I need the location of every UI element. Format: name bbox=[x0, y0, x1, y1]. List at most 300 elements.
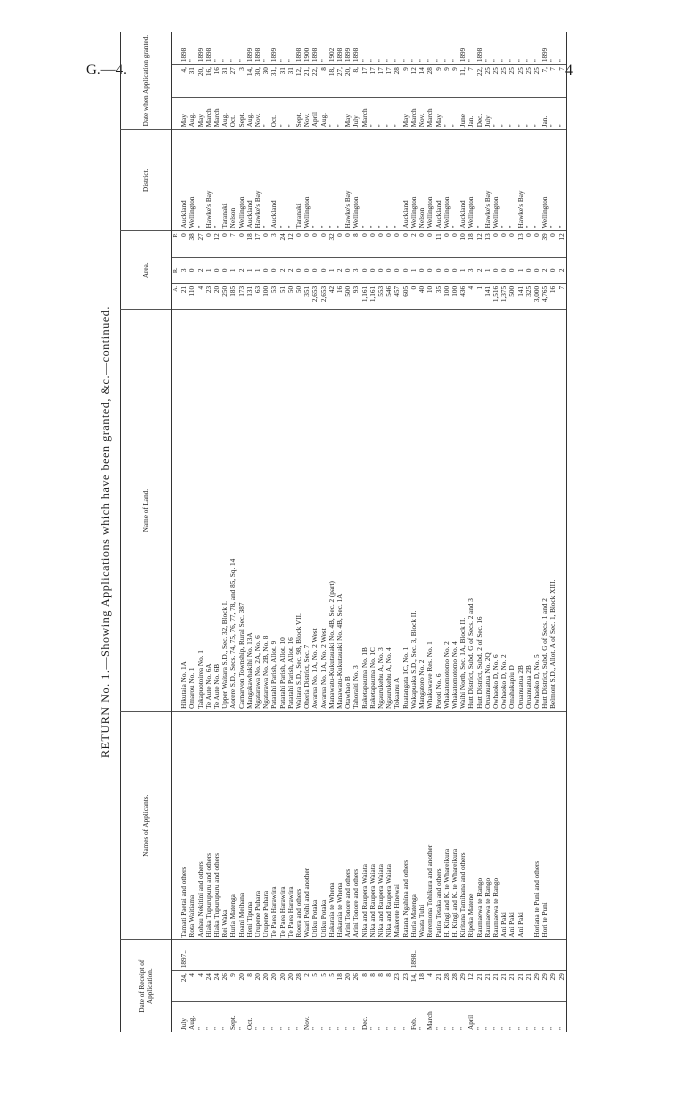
district: " bbox=[369, 130, 377, 231]
district: " bbox=[508, 130, 516, 231]
table-row bbox=[435, 32, 443, 1032]
area-perches: 0 bbox=[336, 231, 344, 257]
land-name: Ngaurukehu A, No. 4 bbox=[385, 310, 393, 712]
granted-day: 7 bbox=[549, 65, 557, 98]
receipt-day: 8 bbox=[369, 971, 377, 1002]
area-perches: 0 bbox=[508, 231, 516, 257]
receipt-month: Oct. bbox=[246, 1001, 254, 1032]
area-roods: 0 bbox=[213, 257, 221, 283]
area-roods: 2 bbox=[541, 257, 549, 283]
granted-day: 17 bbox=[377, 65, 385, 98]
granted-year: " bbox=[418, 59, 427, 63]
area-acres: 500 bbox=[508, 283, 516, 309]
receipt-year bbox=[541, 940, 549, 971]
granted-day: 18, bbox=[328, 65, 336, 98]
receipt-day: 26 bbox=[352, 971, 360, 1002]
receipt-month: " bbox=[459, 1001, 467, 1032]
table-row bbox=[410, 32, 418, 1032]
area-roods: 0 bbox=[320, 257, 328, 283]
granted-year: 1899 bbox=[270, 47, 279, 63]
table-row bbox=[484, 32, 492, 1032]
district: Wellington bbox=[303, 130, 311, 231]
granted-day: 20, bbox=[197, 65, 205, 98]
land-name: Raketapauma No. 1C bbox=[369, 310, 377, 712]
granted-month: May bbox=[197, 97, 205, 130]
receipt-month: " bbox=[311, 1001, 319, 1032]
receipt-day: 21 bbox=[500, 971, 508, 1002]
area-perches: 7 bbox=[229, 231, 237, 257]
receipt-day: 24, bbox=[180, 971, 188, 1002]
applicant-name: H. Kingi and K. te Whareikura bbox=[451, 711, 459, 940]
receipt-year bbox=[287, 940, 295, 971]
granted-month: July bbox=[352, 97, 360, 130]
district: Wellington bbox=[541, 130, 549, 231]
table-row bbox=[377, 32, 385, 1032]
table-row bbox=[549, 32, 557, 1032]
granted-day: 21, bbox=[303, 65, 311, 98]
receipt-year bbox=[385, 940, 393, 971]
district: Auckland bbox=[180, 130, 188, 231]
area-roods: 0 bbox=[369, 257, 377, 283]
area-perches: 0 bbox=[443, 231, 451, 257]
receipt-year bbox=[221, 940, 229, 971]
granted-year: " bbox=[532, 59, 541, 63]
granted-day: 14, bbox=[246, 65, 254, 98]
area-perches: 11 bbox=[435, 231, 443, 257]
table-row bbox=[500, 32, 508, 1032]
district: Wellington bbox=[238, 130, 246, 231]
granted-day: 25 bbox=[525, 65, 533, 98]
area-acres: 100 bbox=[262, 283, 270, 309]
receipt-year bbox=[328, 940, 336, 971]
receipt-month: Dec. bbox=[361, 1001, 369, 1032]
land-name: Ruatangata 1C, No. 1 bbox=[402, 310, 410, 712]
granted-year: " bbox=[467, 59, 476, 63]
area-acres: 3,000 bbox=[533, 283, 541, 309]
applicant-name: Makerete Hinewai bbox=[393, 711, 401, 940]
area-roods: 0 bbox=[508, 257, 516, 283]
district: Auckland bbox=[270, 130, 278, 231]
applicant-name: Hiaka Tupurupuru and others bbox=[213, 711, 221, 940]
receipt-month: April bbox=[467, 1001, 475, 1032]
land-name: Ngatarawa No. 2A, No. 6 bbox=[254, 310, 262, 712]
district: Auckland bbox=[459, 130, 467, 231]
area-acres: 546 bbox=[385, 283, 393, 309]
granted-day: 16, bbox=[205, 65, 213, 98]
applicant-name: Huria Matenga bbox=[229, 711, 237, 940]
col-granted-header: Date when Application granted. bbox=[121, 32, 172, 130]
land-name: Te Aute No. 6B bbox=[213, 310, 221, 712]
area-perches: 0 bbox=[262, 231, 270, 257]
receipt-day: 28 bbox=[451, 971, 459, 1002]
district: Nelson bbox=[229, 130, 237, 231]
receipt-month: " bbox=[352, 1001, 360, 1032]
table-row bbox=[188, 32, 196, 1032]
receipt-month: " bbox=[377, 1001, 385, 1032]
granted-year: 1898 bbox=[254, 47, 263, 63]
granted-day: 28 bbox=[393, 65, 401, 98]
table-row bbox=[508, 32, 516, 1032]
table-row bbox=[295, 32, 303, 1032]
granted-month: " bbox=[328, 97, 336, 130]
receipt-month: " bbox=[443, 1001, 451, 1032]
receipt-day: 12 bbox=[467, 971, 475, 1002]
area-roods: 2 bbox=[238, 257, 246, 283]
area-roods: 0 bbox=[418, 257, 426, 283]
granted-year: " bbox=[229, 59, 238, 63]
area-acres: 185 bbox=[229, 283, 237, 309]
area-perches: 0 bbox=[180, 231, 188, 257]
granted-day: 17 bbox=[369, 65, 377, 98]
land-name: Whakatomotomo No. 4 bbox=[451, 310, 459, 712]
area-acres: 173 bbox=[238, 283, 246, 309]
receipt-year bbox=[443, 940, 451, 971]
applicant-name: Ratana Ngahina and others bbox=[402, 711, 410, 940]
granted-day: 9 bbox=[443, 65, 451, 98]
area-perches: 0 bbox=[221, 231, 229, 257]
receipt-day: 28 bbox=[295, 971, 303, 1002]
table-row bbox=[418, 32, 426, 1032]
receipt-month: Sept. bbox=[229, 1001, 237, 1032]
granted-year: 1900 bbox=[303, 47, 312, 63]
applicant-name: Waata Tuhi bbox=[418, 711, 426, 940]
receipt-month: " bbox=[344, 1001, 352, 1032]
land-name: Oruanuatua 2B bbox=[517, 310, 525, 712]
granted-month: April bbox=[311, 97, 319, 130]
receipt-year bbox=[508, 940, 516, 971]
area-perches: 0 bbox=[500, 231, 508, 257]
receipt-month: " bbox=[393, 1001, 401, 1032]
granted-month: " bbox=[443, 97, 451, 130]
table-row bbox=[558, 32, 567, 1032]
district: " bbox=[328, 130, 336, 231]
granted-day: 31 bbox=[279, 65, 287, 98]
table-row bbox=[213, 32, 221, 1032]
area-acres: 63 bbox=[254, 283, 262, 309]
area-roods: 3 bbox=[180, 257, 188, 283]
granted-month: Dec. bbox=[476, 97, 484, 130]
district: Auckland bbox=[435, 130, 443, 231]
district: " bbox=[262, 130, 270, 231]
receipt-day: 28 bbox=[443, 971, 451, 1002]
receipt-month: " bbox=[320, 1001, 328, 1032]
unit-roods: R. bbox=[172, 257, 181, 283]
applicant-name: Utiku Potaka bbox=[320, 711, 328, 940]
district: Wellington bbox=[443, 130, 451, 231]
applicant-name: Ani Paki bbox=[517, 711, 525, 940]
granted-day: 9 bbox=[402, 65, 410, 98]
applicant-name: Nika and Raupera Waiata bbox=[361, 711, 369, 940]
granted-day: 3 bbox=[238, 65, 246, 98]
area-perches: 38 bbox=[188, 231, 196, 257]
applicant-name: Horiana te Puni and others bbox=[533, 711, 541, 940]
granted-month: " bbox=[279, 97, 287, 130]
table-row bbox=[517, 32, 525, 1032]
land-name: Waitara S.D., Sec. 98, Block VII. bbox=[295, 310, 303, 712]
applicant-name: Hakaraia te Whena bbox=[328, 711, 336, 940]
table-row bbox=[221, 32, 229, 1032]
receipt-day: 8 bbox=[246, 971, 254, 1002]
district: " bbox=[393, 130, 401, 231]
area-acres: 4,765 bbox=[541, 283, 549, 309]
land-name: Oruanuatua No. 2Q bbox=[484, 310, 492, 712]
granted-year: " bbox=[516, 59, 525, 63]
receipt-month: " bbox=[238, 1001, 246, 1032]
receipt-day: 9 bbox=[229, 971, 237, 1002]
granted-year: " bbox=[483, 59, 492, 63]
granted-year: 1902 bbox=[327, 47, 336, 63]
district: " bbox=[213, 130, 221, 231]
area-roods: 0 bbox=[492, 257, 500, 283]
land-name: Oruanuatua 2B bbox=[525, 310, 533, 712]
area-acres: 100 bbox=[443, 283, 451, 309]
land-name: Owhaoko D, No. 6 bbox=[492, 310, 500, 712]
receipt-day: 18 bbox=[336, 971, 344, 1002]
applicant-name: Arini Tonore and others bbox=[352, 711, 360, 940]
granted-day: 12 bbox=[410, 65, 418, 98]
table-row bbox=[336, 32, 344, 1032]
district: Wellington bbox=[410, 130, 418, 231]
applicant-name: Patira Tetaka and others bbox=[435, 711, 443, 940]
granted-year: " bbox=[393, 59, 402, 63]
receipt-month: " bbox=[197, 1001, 205, 1032]
district: " bbox=[500, 130, 508, 231]
receipt-year bbox=[533, 940, 541, 971]
receipt-month: " bbox=[549, 1001, 557, 1032]
table-row bbox=[246, 32, 254, 1032]
granted-year: " bbox=[377, 59, 386, 63]
table-row bbox=[287, 32, 295, 1032]
granted-year: 1898 bbox=[336, 47, 345, 63]
table-row bbox=[279, 32, 287, 1032]
receipt-day: 20 bbox=[262, 971, 270, 1002]
area-roods: 0 bbox=[262, 257, 270, 283]
applicant-name: Huria Matenga bbox=[410, 711, 418, 940]
land-name: Poroti No. 6 bbox=[435, 310, 443, 712]
area-perches: 0 bbox=[402, 231, 410, 257]
area-roods: 0 bbox=[188, 257, 196, 283]
receipt-day: 20 bbox=[344, 971, 352, 1002]
area-perches: 0 bbox=[377, 231, 385, 257]
applications-table bbox=[120, 32, 567, 1032]
applicant-name: Te Paea Harawira bbox=[279, 711, 287, 940]
area-roods: 0 bbox=[426, 257, 434, 283]
district: " bbox=[377, 130, 385, 231]
table-row bbox=[426, 32, 434, 1032]
land-name: Waihi North, Sec. 1A, Block II. bbox=[459, 310, 467, 712]
district: Wellington bbox=[492, 130, 500, 231]
area-roods: 0 bbox=[402, 257, 410, 283]
granted-day: 20, bbox=[344, 65, 352, 98]
granted-month: March bbox=[410, 97, 418, 130]
area-perches: 13 bbox=[484, 231, 492, 257]
area-acres: 500 bbox=[344, 283, 352, 309]
granted-month: Aug. bbox=[188, 97, 196, 130]
area-roods: 1 bbox=[246, 257, 254, 283]
receipt-year bbox=[426, 940, 434, 971]
area-perches: 12 bbox=[287, 231, 295, 257]
receipt-year bbox=[336, 940, 344, 971]
receipt-day: 4 bbox=[426, 971, 434, 1002]
district: Hawke's Bay bbox=[344, 130, 352, 231]
granted-year: " bbox=[549, 59, 558, 63]
granted-month: " bbox=[393, 97, 401, 130]
table-row bbox=[229, 32, 237, 1032]
district: Hawke's Bay bbox=[517, 130, 525, 231]
granted-month: " bbox=[377, 97, 385, 130]
land-name: Hutt District, Subd. G of Secs. 2 and 3 bbox=[467, 310, 475, 712]
area-acres: 16 bbox=[336, 283, 344, 309]
table-row bbox=[262, 32, 270, 1032]
table-body bbox=[172, 32, 567, 1032]
table-row bbox=[352, 32, 360, 1032]
district: " bbox=[336, 130, 344, 231]
area-acres: 50 bbox=[295, 283, 303, 309]
granted-year: 1899 bbox=[459, 47, 468, 63]
area-roods: 3 bbox=[352, 257, 360, 283]
granted-year: 1899 bbox=[196, 47, 205, 63]
receipt-year bbox=[246, 940, 254, 971]
receipt-year bbox=[418, 940, 426, 971]
units-row bbox=[172, 32, 181, 1032]
area-acres: 1,375 bbox=[500, 283, 508, 309]
land-name: Aorere S.D., Secs. 74, 75, 76, 77, 78, and 85, Sq. 14 bbox=[229, 310, 237, 712]
receipt-month: Feb. bbox=[410, 1001, 418, 1032]
receipt-year bbox=[311, 940, 319, 971]
col-area-header: Area. bbox=[121, 231, 172, 310]
area-perches: 12 bbox=[558, 231, 567, 257]
granted-day: 22, bbox=[311, 65, 319, 98]
granted-day: 30, bbox=[254, 65, 262, 98]
land-name: Manawatu-Kukutauaki No. 4B, Sec. 1A bbox=[336, 310, 344, 712]
area-roods: 0 bbox=[295, 257, 303, 283]
area-roods: 0 bbox=[221, 257, 229, 283]
area-acres: 42 bbox=[328, 283, 336, 309]
area-perches: 2 bbox=[410, 231, 418, 257]
district: Nelson bbox=[418, 130, 426, 231]
granted-year: " bbox=[213, 59, 222, 63]
land-name: Tokaanu A bbox=[393, 310, 401, 712]
area-acres: 351 bbox=[303, 283, 311, 309]
district: " bbox=[476, 130, 484, 231]
area-perches: 0 bbox=[492, 231, 500, 257]
table-row bbox=[344, 32, 352, 1032]
area-perches: 32 bbox=[328, 231, 336, 257]
land-name: Awarua No. 1A, No. 2 West bbox=[320, 310, 328, 712]
district: Auckland bbox=[246, 130, 254, 231]
receipt-month: " bbox=[254, 1001, 262, 1032]
applicant-name: Urupene Puhara bbox=[254, 711, 262, 940]
area-acres: 1 bbox=[476, 283, 484, 309]
area-roods: 0 bbox=[311, 257, 319, 283]
granted-day: 30 bbox=[262, 65, 270, 98]
granted-day: 8 bbox=[320, 65, 328, 98]
granted-month: Oct. bbox=[270, 97, 278, 130]
land-name: Whakatomotomo No. 2 bbox=[443, 310, 451, 712]
area-acres: 1,161 bbox=[369, 283, 377, 309]
granted-month: Aug. bbox=[320, 97, 328, 130]
granted-year: " bbox=[401, 59, 410, 63]
granted-year: 1898 bbox=[295, 47, 304, 63]
area-acres: 10 bbox=[426, 283, 434, 309]
area-perches: 0 bbox=[361, 231, 369, 257]
receipt-day: 21 bbox=[525, 971, 533, 1002]
granted-year: 1898 bbox=[352, 47, 361, 63]
granted-month: Jan. bbox=[467, 97, 475, 130]
receipt-year bbox=[377, 940, 385, 971]
applicant-name: Waari Poihi and another bbox=[303, 711, 311, 940]
applicant-name: Nika and Raupera Waiata bbox=[385, 711, 393, 940]
granted-month: Sept. bbox=[238, 97, 246, 130]
receipt-year bbox=[393, 940, 401, 971]
receipt-month: Aug. bbox=[188, 1001, 196, 1032]
land-name: Ngaurukehu A, No. 3 bbox=[377, 310, 385, 712]
area-acres: 1,516 bbox=[492, 283, 500, 309]
area-roods: 0 bbox=[303, 257, 311, 283]
area-perches: 27 bbox=[197, 231, 205, 257]
land-name: Hikutaia No. 1A bbox=[180, 310, 188, 712]
area-acres: 53 bbox=[270, 283, 278, 309]
table-row bbox=[320, 32, 328, 1032]
receipt-month: " bbox=[262, 1001, 270, 1032]
land-name: Raketapauma No. 1B bbox=[361, 310, 369, 712]
receipt-day: 21 bbox=[508, 971, 516, 1002]
receipt-day: 21 bbox=[476, 971, 484, 1002]
land-name: Patatahi Parish, Allot. 9 bbox=[270, 310, 278, 712]
applicant-name: Aohau Nekitini and others bbox=[197, 711, 205, 940]
area-acres: 1,161 bbox=[361, 283, 369, 309]
area-roods: 1 bbox=[459, 257, 467, 283]
district: " bbox=[558, 130, 567, 231]
area-acres: 141 bbox=[517, 283, 525, 309]
area-roods: 2 bbox=[558, 257, 567, 283]
applicant-name: Kiritana Tamihana and others bbox=[459, 711, 467, 940]
land-name: Belmont S.D., Allot. A of Sec. 1, Block XIII. bbox=[549, 310, 557, 712]
granted-year: " bbox=[368, 59, 377, 63]
area-perches: 0 bbox=[238, 231, 246, 257]
area-roods: 0 bbox=[377, 257, 385, 283]
receipt-year bbox=[476, 940, 484, 971]
area-acres: 20 bbox=[213, 283, 221, 309]
land-name: Whakawave Res. No. 1 bbox=[426, 310, 434, 712]
area-roods: 1 bbox=[410, 257, 418, 283]
receipt-day: 29 bbox=[533, 971, 541, 1002]
granted-month: " bbox=[369, 97, 377, 130]
receipt-year bbox=[213, 940, 221, 971]
receipt-year bbox=[500, 940, 508, 971]
table-row bbox=[180, 32, 188, 1032]
area-roods: 2 bbox=[279, 257, 287, 283]
area-acres: 35 bbox=[435, 283, 443, 309]
receipt-year bbox=[402, 940, 410, 971]
granted-day: 14 bbox=[418, 65, 426, 98]
area-roods: 1 bbox=[254, 257, 262, 283]
table-row bbox=[361, 32, 369, 1032]
receipt-day: 23 bbox=[393, 971, 401, 1002]
receipt-day: 20 bbox=[287, 971, 295, 1002]
receipt-month: " bbox=[385, 1001, 393, 1032]
receipt-month: " bbox=[541, 1001, 549, 1032]
rotated-table-container bbox=[98, 32, 698, 1032]
land-name: Manawatu-Kukutauaki No. 4B, Sec. 2 (part) bbox=[328, 310, 336, 712]
granted-month: " bbox=[287, 97, 295, 130]
granted-year: " bbox=[426, 59, 435, 63]
granted-month: Aug. bbox=[246, 97, 254, 130]
applicant-name: Nika and Raupera Waiata bbox=[369, 711, 377, 940]
area-perches: 0 bbox=[385, 231, 393, 257]
unit-acres: A. bbox=[172, 283, 181, 309]
district: Taranaki bbox=[295, 130, 303, 231]
